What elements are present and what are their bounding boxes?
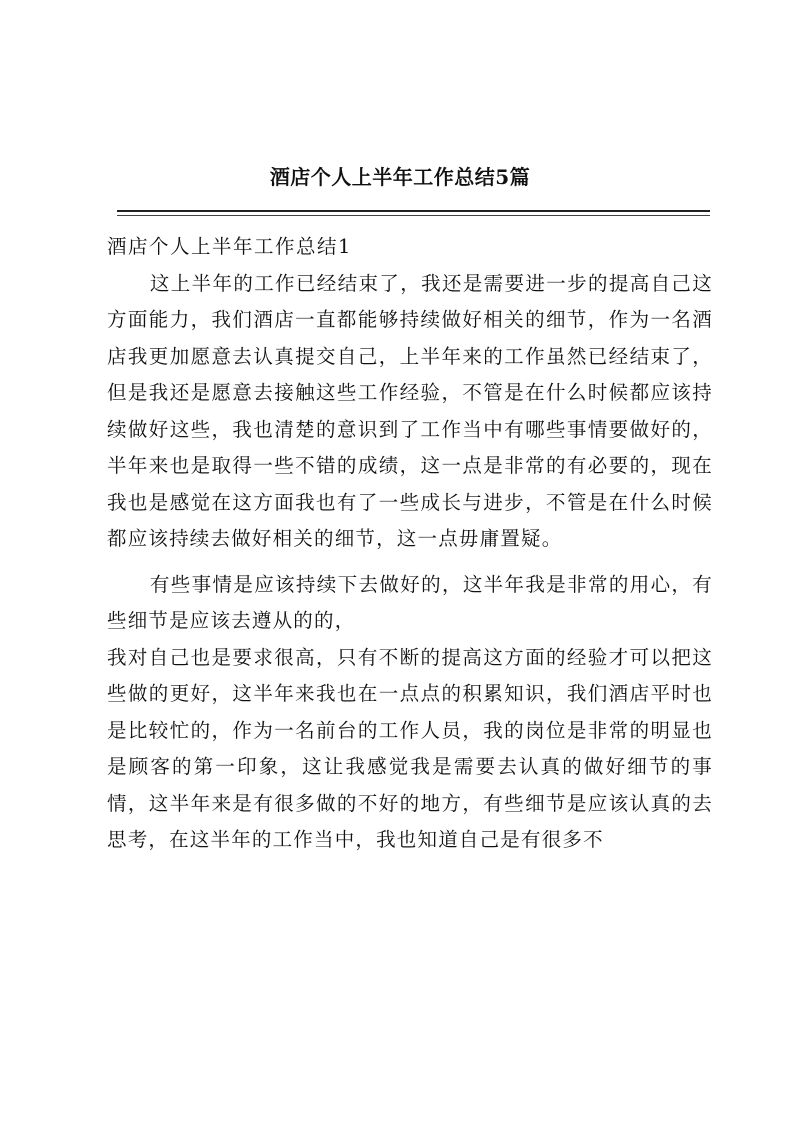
title-divider-thin [117, 215, 710, 216]
document-body [107, 229, 713, 859]
paragraph-2: 有些事情是应该持续下去做好的，这半年我是非常的用心，有些细节是应该去遵从的的， [107, 572, 713, 632]
title-divider-thick [117, 210, 710, 212]
document-title: 酒店个人上半年工作总结5篇 [269, 165, 531, 189]
paragraph-3: 我对自己也是要求很高，只有不断的提高这方面的经验才可以把这些做的更好，这半年来我也在一点点的积累知识，我们酒店平时也是比较忙的，作为一名前台的工作人员，我的岗位是非常的明显也是顾客的第一印象，这让我感觉我是需要去认真的做好细节的事情，这半年来是有很多做的不好的地方，有些细节是应该认真的去思考，在这半年的工作当中，我也知道自己是有很多不 [107, 645, 713, 851]
paragraph-1: 这上半年的工作已经结束了，我还是需要进一步的提高自己这方面能力，我们酒店一直都能够持续做好相关的细节，作为一名酒店我更加愿意去认真提交自己，上半年来的工作虽然已经结束了，但是我还是愿意去接触这些工作经验，不管是在什么时候都应该持续做好这些，我也清楚的意识到了工作当中有哪些事情要做好的，半年来也是取得一些不错的成绩，这一点是非常的有必要的，现在我也是感觉在这方面我也有了一些成长与进步，不管是在什么时候都应该持续去做好相关的细节，这一点毋庸置疑。 [107, 271, 713, 550]
section-heading: 酒店个人上半年工作总结1 [107, 235, 352, 258]
